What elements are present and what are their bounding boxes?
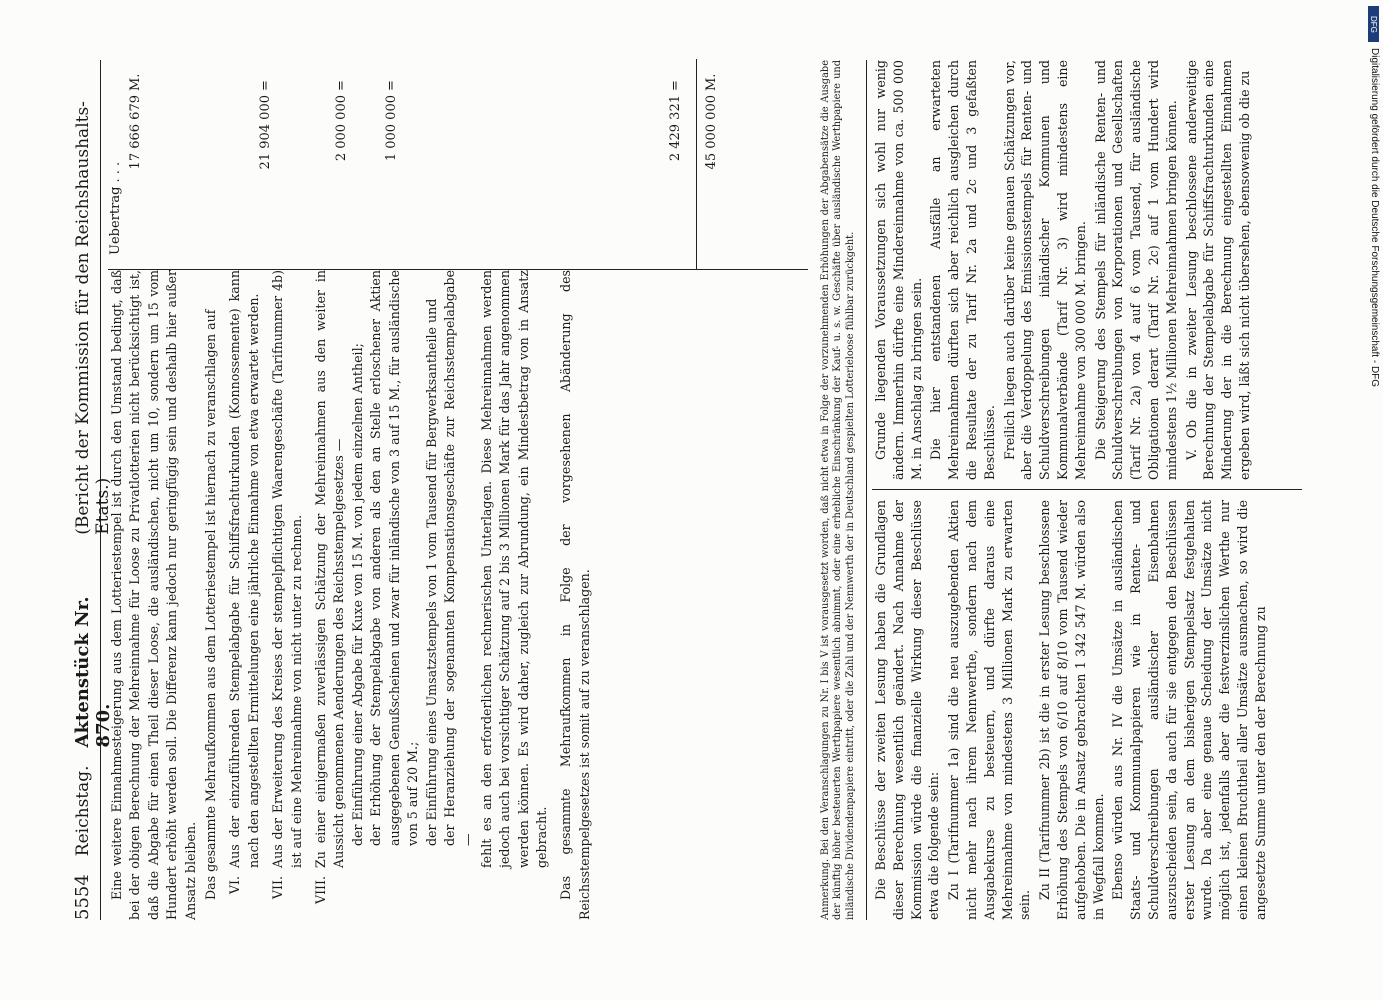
right-para-1: Grunde liegenden Voraussetzungen sich wohl nur wenig ändern. Immerhin dürfte eine Mindereinnahme von ca. 500 000 M. in Anschlag zu bringen sein. (873, 60, 924, 480)
item-viii-continuation: fehlt es an den erforderlichen rechnerischen Unterlagen. Diese Mehreinnahmen werden jedoch auch bei vorsichtiger Schätzung auf 2 bis 3 Millionen Mark für das Jahr angenommen werden können. Es wird daher, zugleich zur Abrundung, ein Mindestbetrag von in Ansatz gebracht. (478, 270, 549, 868)
page-subtitle: (Bericht der Kommission für den Reichshaushalts-Etats.) (73, 101, 113, 535)
item-viii-number: VIII. (313, 876, 329, 905)
right-column (872, 60, 1256, 480)
item-viii-sub-kompensation: der Heranziehung der sogenannten Kompensationsgeschäfte zur Reichsstempelabgabe — (441, 270, 476, 846)
right-para-5: V. Ob die in zweiter Lesung beschlossene anderweitige Berechnung der Stempelabgabe für Schiffsfrachturkunden eine Minderung der in die Berechnung eingestellten Einnahmen ergeben wird, läßt sich nicht übersehen, ebensowenig ob die zu (1183, 60, 1252, 480)
amount-konnossemente-value: 2 000 000 (334, 95, 349, 162)
item-viii-sub-genussscheine: der Erhöhung der Stempelabgabe von anderen als den an Stelle erloschener Aktien ausgegebenen Genußscheinen und zwar für inländische von 3 auf 15 M., für ausländische von 5 auf 20 M.; (368, 270, 421, 846)
amount-konnossemente-ditto: = (334, 80, 349, 91)
para-total: Das gesammte Mehraufkommen in Folge der vorgesehenen Abänderung des Reichsstempelgesetzes ist somit auf zu veranschlagen. (558, 270, 592, 920)
left-column (872, 500, 1272, 920)
item-viii-body (312, 270, 551, 868)
item-vi-number: VI. (227, 876, 243, 895)
section-divider (866, 60, 867, 920)
item-vi-text: Aus der einzuführenden Stempelabgabe für Schiffsfrachturkunden (Konnossemente) kann nach den angestellten Ermittelungen eine jährliche Einnahme von etwa erwartet werden. (227, 270, 261, 868)
amount-gesamt-value: 45 000 000 (704, 95, 719, 170)
amount-waaren-value: 1 000 000 (384, 95, 399, 162)
amount-lotterie-ditto: = (258, 80, 273, 91)
main-text (108, 270, 596, 920)
amount-lotterie-value: 21 904 000 (258, 95, 273, 170)
right-para-2: Die hier entstandenen Ausfälle an erwarteten Mehreinnahmen dürften sich aber reichlich ausgleichen durch die Resultate der zu Tarif Nr. 2a und 2c und 3 gefaßten Beschlüsse. (928, 60, 997, 480)
item-vii-text: Aus der Erweiterung des Kreises der stempelpflichtigen Waarengeschäfte (Tarifnummer 4b) ist auf eine Mehreinnahme von nicht unter zu rechnen. (270, 270, 304, 868)
item-viii-text: Zu einer einigermaßen zuverlässigen Schätzung der Mehreinnahmen aus den weiter in Aussicht genommenen Aenderungen des Reichsstempelgesetzes — (313, 270, 347, 868)
right-para-4: Die Steigerung des Stempels für inländische Renten- und Schuldverschreibungen von Korporationen und Gesellschaften (Tarif Nr. 2a) von 4 auf 6 vom Tausend, für ausländische Obligationen derart (Tarif Nr. 2c) auf 1 vom Hundert wird mindestens 1½ Millionen Mehreinnahmen bringen können. (1092, 60, 1179, 480)
amount-waaren-ditto: = (384, 80, 399, 91)
amount-uebertrag-value: 17 666 679 (128, 95, 143, 170)
amount-konnossemente (334, 69, 349, 259)
item-viii-sub-kuxe: der Einführung einer Abgabe für Kuxe von 15 M. von jedem einzelnen Antheil; (349, 343, 365, 846)
page-title: Aktenstück Nr. 870. (72, 596, 114, 748)
item-vi (226, 270, 263, 920)
para-lotterie-total: Das gesammte Mehraufkommen aus dem Lotteriestempel ist hiernach zu veranschlagen auf (203, 309, 219, 900)
left-para-3: Zu II (Tarifnummer 2b) ist die in erster Lesung beschlossene Erhöhung des Stempels von 6/10 auf 8/10 vom Tausend wieder aufgehoben. Die in Ansatz gebrachten 1 342 547 M. würden also in Wegfall kommen. (1037, 500, 1106, 920)
amount-sum-rule (696, 59, 697, 269)
uebertrag-label: Uebertrag . . . (108, 161, 123, 255)
amount-mindest-ditto: = (668, 80, 683, 91)
page-header (72, 60, 114, 920)
left-para-1: Die Beschlüsse der zweiten Lesung haben die Grundlagen dieser Berechnung wesentlich geändert. Nach Annahme der Kommission würde die finanzielle Wirkung dieser Beschlüsse etwa die folgende sein: (873, 500, 942, 920)
amount-uebertrag-unit: M. (128, 73, 143, 91)
amount-mindest-value: 2 429 321 (668, 95, 683, 162)
footnote-anmerkung: Anmerkung. Bei den Veranschlagungen zu Nr. I bis V ist vorausgesetzt worden, daß nicht etwa in Folge der vorzunehmenden Erhöhungen der Abgabensätze die Ausgabe der künftig höher besteuerten Werthpapiere wesentlich abnimmt, oder eine erhebliche Einschränkung der Kauf- u. s. w. Geschäfte über ausländische Werthpapiere und inländische Dividendenpapiere eintritt, oder die Zahl und der Nennwerth der in Deutschland gespielten Lotterieloose fühlbar zurückgeht. (820, 60, 856, 920)
item-viii-sub-bergwerk: der Einführung eines Umsatzstempels von 1 vom Tausend für Bergwerksantheile und (423, 298, 439, 846)
header-place: Reichstag. (73, 765, 93, 857)
item-vii-number: VII. (270, 876, 286, 900)
para-lotterie: Eine weitere Einnahmesteigerung aus dem Lotteriestempel ist durch den Umstand bedingt, daß bei der obigen Berechnung der Mehreinnahme für Loose zu Privatlotterien nicht berücksichtigt ist, daß die Abgabe für einen Theil dieser Loose, die ausländischen, nicht um 10, sondern um 15 vom Hundert erhöht werden soll. Die Differenz kann jedoch nur geringfügig sein und deshalb hier außer Ansatz bleiben. (109, 270, 198, 920)
amount-uebertrag (128, 69, 143, 259)
amount-mindest (668, 69, 683, 259)
right-para-3: Freilich liegen auch darüber keine genauen Schätzungen vor, aber die Verdoppelung des Emissionsstempels für Renten- und Schuldverschreibungen inländischer Kommunen und Kommunalverbände (Tarif Nr. 3) wird mindestens eine Mehreinnahme von 300 000 M. bringen. (1001, 60, 1088, 480)
page-number: 5554 (72, 874, 93, 920)
left-para-4: Ebenso würden aus Nr. IV die Umsätze in ausländischen Staats- und Kommunalpapieren wie in Renten- und Schuldverschreibungen ausländischer Eisenbahnen auszuscheiden sein, da auch für sie entgegen den Beschlüssen erster Lesung an dem bisherigen Stempelsatz festgehalten wurde. Da aber eine genaue Scheidung der Umsätze nicht möglich ist, jedenfalls aber die festverzinslichen Werthe nur einen kleinen Bruchtheil aller Umsätze ausmachen, so wird die angesetzte Summe unter den der Berechnung zu (1110, 500, 1268, 920)
amount-gesamt (704, 69, 719, 259)
item-vii (269, 270, 306, 920)
digitization-credit: Digitalisierung gefördert durch die Deutsche Forschungsgemeinschaft - DFG (1369, 48, 1380, 388)
amount-lotterie (258, 69, 273, 259)
dfg-logo: DFG (1368, 6, 1379, 42)
amount-column (108, 59, 808, 270)
amount-waaren (384, 69, 399, 259)
column-divider (872, 489, 1302, 490)
amount-gesamt-unit: M. (704, 73, 719, 91)
item-viii (312, 270, 551, 920)
left-para-2: Zu I (Tarifnummer 1a) sind die neu auszugebenden Aktien nicht mehr nach ihrem Nennwerthe, sondern nach dem Ausgabekurse zu besteuern, und dürfte daraus eine Mehreinnahme von mindestens 3 Millionen Mark zu erwarten sein. (946, 500, 1033, 920)
